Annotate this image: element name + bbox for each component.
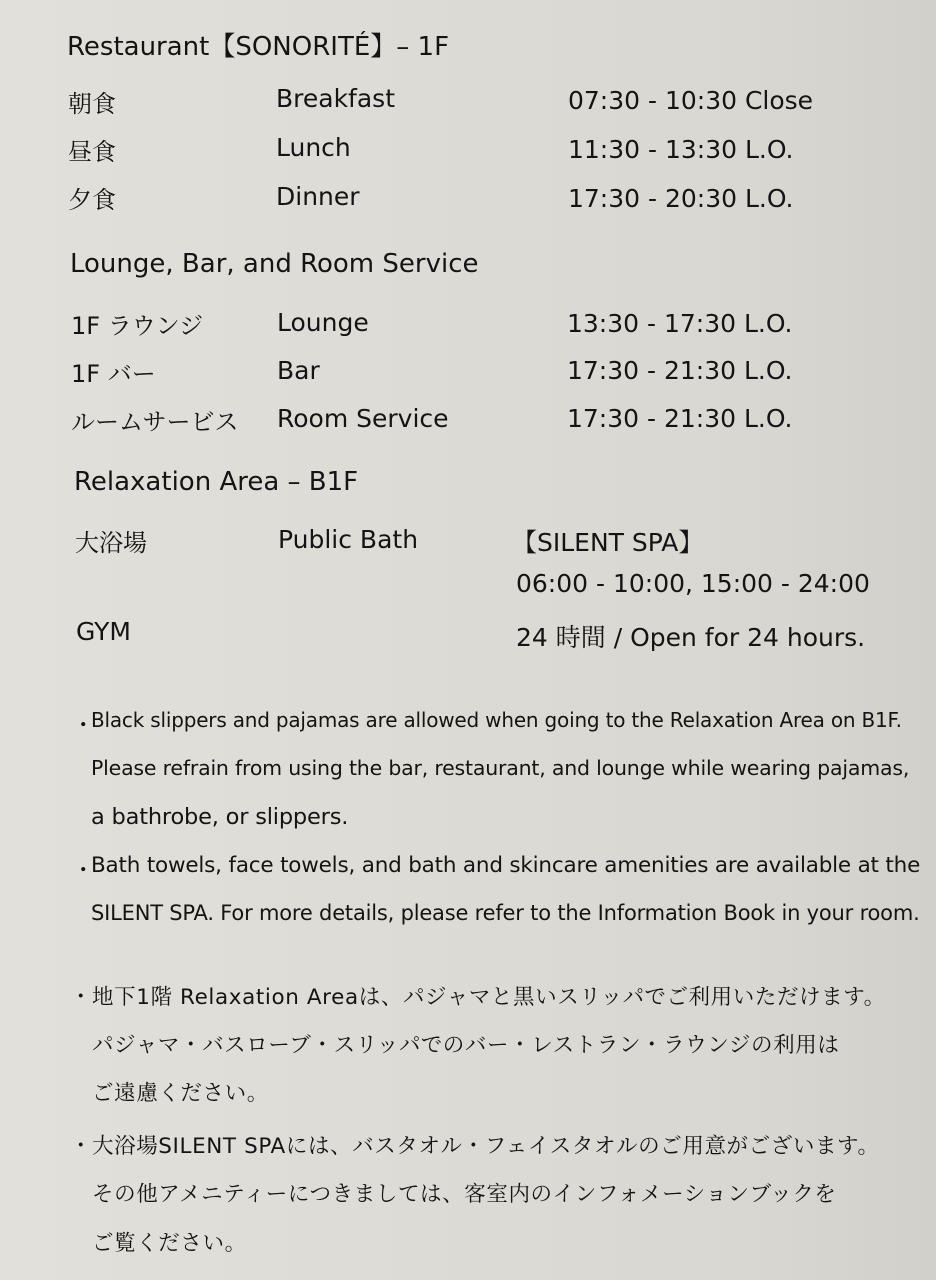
room-service-jp-label: ルームサービス	[71, 408, 239, 436]
lounge-jp-label: 1F ラウンジ	[71, 312, 204, 340]
lounge-heading: Lounge, Bar, and Room Service	[70, 249, 479, 279]
note-jp-2-line-2: その他アメニティーにつきましては、客室内のインフォメーションブックを	[92, 1182, 837, 1207]
note-en-2-line-2: SILENT SPA. For more details, please refer to the Information Book in your room.	[91, 901, 920, 925]
public-bath-label: Public Bath	[278, 525, 419, 554]
note-jp-1-line-1: 地下1階 Relaxation Areaは、パジャマと黒いスリッパでご利用いただけます。	[92, 985, 886, 1010]
bar-label: Bar	[277, 356, 320, 385]
dinner-hours: 17:30 - 20:30 L.O.	[568, 184, 794, 213]
note-bullet: ・	[70, 985, 93, 1010]
lunch-label: Lunch	[276, 133, 351, 162]
gym-label: GYM	[76, 617, 131, 646]
relaxation-heading: Relaxation Area – B1F	[74, 467, 359, 497]
bar-jp-label: 1F バー	[71, 360, 156, 388]
note-en-1-line-3: a bathrobe, or slippers.	[91, 804, 349, 830]
lounge-label: Lounge	[277, 308, 369, 337]
gym-hours: 24 時間 / Open for 24 hours.	[516, 623, 866, 652]
note-jp-1-line-2: パジャマ・バスローブ・スリッパでのバー・レストラン・ラウンジの利用は	[92, 1033, 840, 1058]
breakfast-hours: 07:30 - 10:30 Close	[568, 86, 814, 115]
note-jp-2-line-3: ご覧ください。	[92, 1231, 247, 1256]
breakfast-jp-label: 朝食	[68, 90, 116, 118]
lunch-hours: 11:30 - 13:30 L.O.	[568, 135, 794, 164]
silent-spa-hours: 06:00 - 10:00, 15:00 - 24:00	[516, 569, 870, 598]
note-en-1-line-1: Black slippers and pajamas are allowed when going to the Relaxation Area on B1F.	[91, 708, 902, 732]
public-bath-jp-label: 大浴場	[75, 529, 147, 557]
room-service-hours: 17:30 - 21:30 L.O.	[567, 404, 793, 433]
lounge-hours: 13:30 - 17:30 L.O.	[567, 309, 793, 338]
dinner-label: Dinner	[276, 182, 360, 211]
restaurant-heading: Restaurant【SONORITÉ】– 1F	[67, 32, 450, 62]
note-bullet: ・	[70, 1134, 93, 1159]
note-bullet: ・	[72, 858, 95, 884]
silent-spa-name: 【SILENT SPA】	[512, 528, 704, 557]
note-bullet: ・	[72, 713, 95, 739]
dinner-jp-label: 夕食	[68, 186, 116, 214]
note-jp-2-line-1: 大浴場SILENT SPAには、バスタオル・フェイスタオルのご用意がございます。	[92, 1134, 880, 1159]
note-en-2-line-1: Bath towels, face towels, and bath and skincare amenities are available at the	[91, 853, 921, 878]
note-jp-1-line-3: ご遠慮ください。	[92, 1081, 269, 1106]
lunch-jp-label: 昼食	[68, 138, 116, 166]
room-service-label: Room Service	[277, 404, 449, 433]
breakfast-label: Breakfast	[276, 84, 396, 113]
note-en-1-line-2: Please refrain from using the bar, restaurant, and lounge while wearing pajamas,	[91, 756, 910, 780]
bar-hours: 17:30 - 21:30 L.O.	[567, 356, 793, 385]
